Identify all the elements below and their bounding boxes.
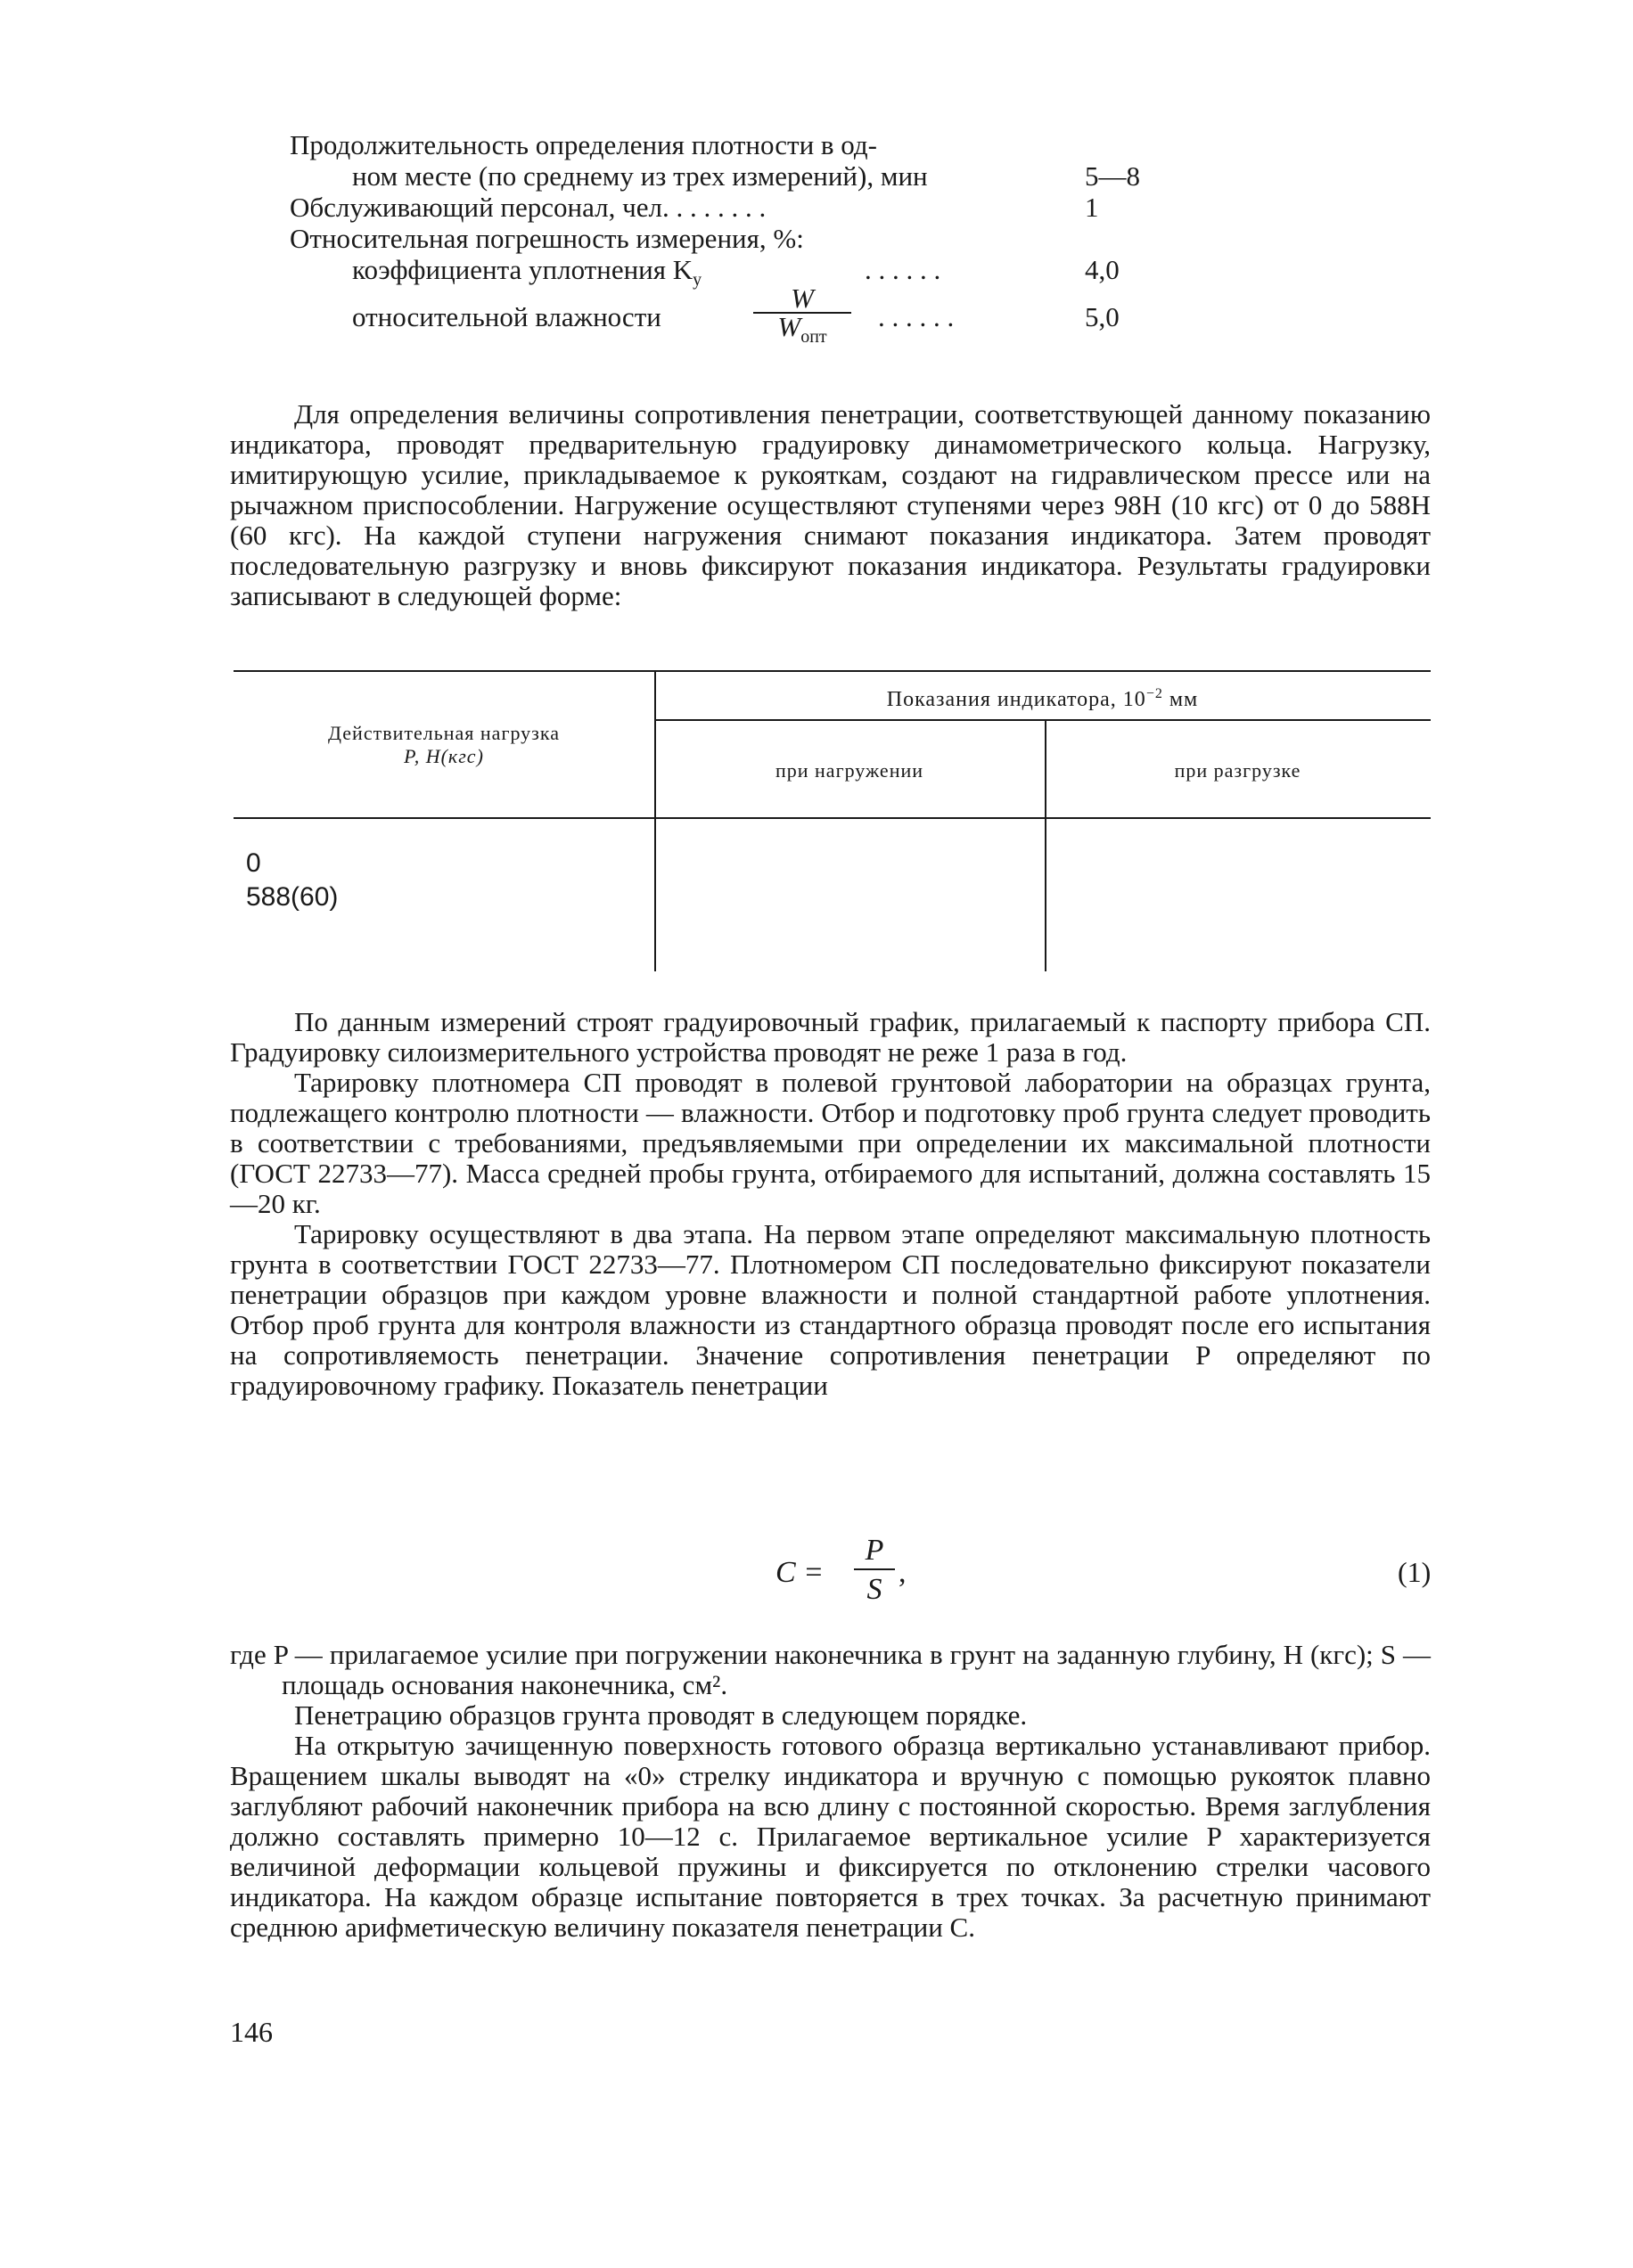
param-error-heading-text: Относительная погрешность измерения, %:	[290, 223, 804, 254]
text-block-1	[230, 399, 1431, 611]
table-row-load-0: 0	[246, 848, 261, 878]
param-duration-label-1: Продолжительность определения плотности в од-	[290, 129, 877, 160]
text-block-2	[230, 1007, 1431, 1401]
equation-number: (1)	[1398, 1556, 1432, 1588]
paragraph-calibration-intro: Для определения величины сопротивления пенетрации, соответствующей данному показанию индикатора, проводят предварительную градуировку динамометрического кольца. Нагрузку, имитирующую усилие, прикладываемое к рукояткам, создают на гидравлическом прессе или на рычажном приспособлении. Нагружение осуществляют ступенями через 98Н (10 кгс) от 0 до 588Н (60 кгс). На каждой ступени нагружения снимают показания индикатора. Затем проводят последовательную разгрузку и вновь фиксируют показания индикатора. Результаты градуировки записывают в следующей форме:	[230, 398, 1431, 611]
paragraph-where: где P — прилагаемое усилие при погружении наконечника в грунт на заданную глубину, Н (кгс); S — площадь основания наконечника, см².	[230, 1639, 1431, 1700]
param-compaction-label: коэффициента уплотнения $K_у$	[352, 254, 702, 291]
param-staff-label: Обслуживающий персонал, чел. . . . . . . .	[290, 192, 767, 223]
text-block-3	[230, 1640, 1431, 1943]
paragraph-procedure: На открытую зачищенную поверхность готового образца вертикально устанавливают прибор. Вращением шкалы выводят на «0» стрелку индикатора и вручную с помощью рукояток плавно заглубляют рабочий наконечник прибора на всю длину с постоянной скоростью. Время заглубления должно составлять примерно 10—12 с. Прилагаемое вертикальное усилие P характеризуется величиной деформации кольцевой пружины и фиксируется по отклонению стрелки часового индикатора. На каждом образце испытание повторяется в трех точках. За расчетную принимают среднюю арифметическую величину показателя пенетрации С.	[230, 1730, 1431, 1943]
formula-numerator: P	[854, 1533, 895, 1570]
col-header-loading: при нагружении	[775, 759, 924, 782]
param-compaction-dots: . . . . . .	[865, 254, 941, 285]
paragraph-order: Пенетрацию образцов грунта проводят в следующем порядке.	[294, 1699, 1028, 1731]
formula-lhs: C =	[775, 1556, 825, 1589]
formula-fraction	[854, 1533, 895, 1609]
formula-penetration	[775, 1533, 909, 1613]
table-vline-1	[654, 670, 656, 971]
humidity-ratio-fraction	[753, 282, 851, 350]
param-error-heading	[290, 223, 1172, 254]
param-duration-line1	[290, 129, 1172, 160]
parameter-list	[290, 129, 1172, 348]
param-duration-label-2: ном месте (по среднему из трех измерений), мин	[352, 160, 928, 192]
table-group-rule	[654, 719, 1431, 721]
formula-comma: ,	[899, 1556, 907, 1589]
table-top-rule	[234, 670, 1431, 672]
param-duration-value: 5—8	[1085, 160, 1140, 192]
param-humidity-label: относительной влажности	[352, 301, 661, 332]
param-humidity	[290, 282, 1172, 348]
table-header-rule	[234, 817, 1431, 819]
param-duration-line2	[290, 160, 1172, 192]
param-compaction-value: 4,0	[1085, 254, 1120, 285]
paragraph-taring: Тарировку плотномера СП проводят в полевой грунтовой лаборатории на образцах грунта, подлежащего контролю плотности — влажности. Отбор и подготовку проб грунта следует проводить в соответствии с требованиями, предъявляемыми при определении их максимальной плотности (ГОСТ 22733—77). Масса средней пробы грунта, отбираемого для испытаний, должна составлять 15—20 кг.	[230, 1067, 1431, 1219]
col-header-load-line2: P, Н(кгс)	[404, 745, 484, 767]
param-staff-value: 1	[1085, 192, 1099, 223]
paragraph-graph: По данным измерений строят градуировочный график, прилагаемый к паспорту прибора СП. Градуировку силоизмерительного устройства проводят не реже 1 раза в год.	[230, 1006, 1431, 1068]
formula-denominator: S	[866, 1573, 882, 1606]
col-header-load-line1: Действительная нагрузка	[328, 722, 560, 744]
col-header-unloading: при разгрузке	[1174, 759, 1301, 782]
param-compaction	[290, 254, 1172, 291]
param-humidity-dots: . . . . . .	[878, 301, 955, 332]
paragraph-stages: Тарировку осуществляют в два этапа. На первом этапе определяют максимальную плотность грунта в соответствии ГОСТ 22733—77. Плотномером СП последовательно фиксируют показатели пенетрации образцов при каждом уровне влажности и полной стандартной работе уплотнения. Отбор проб грунта для контроля влажности из стандартного образца проводят после его испытания на сопротивляемость пенетрации. Значение сопротивления пенетрации P определяют по градуировочному графику. Показатель пенетрации	[230, 1218, 1431, 1401]
table-vline-2	[1045, 719, 1046, 971]
page-number: 146	[230, 2016, 273, 2048]
calibration-table	[234, 670, 1431, 971]
param-humidity-value: 5,0	[1085, 301, 1120, 332]
col-header-load	[234, 722, 654, 768]
param-staff	[290, 192, 1172, 223]
col-header-indicator-group: Показания индикатора, $10^{-2}$ мм	[886, 686, 1199, 711]
table-row-load-588: 588(60)	[246, 882, 339, 912]
humidity-ratio-numerator: W	[753, 285, 851, 314]
humidity-ratio-denominator: $W_{опт}$	[777, 311, 827, 348]
